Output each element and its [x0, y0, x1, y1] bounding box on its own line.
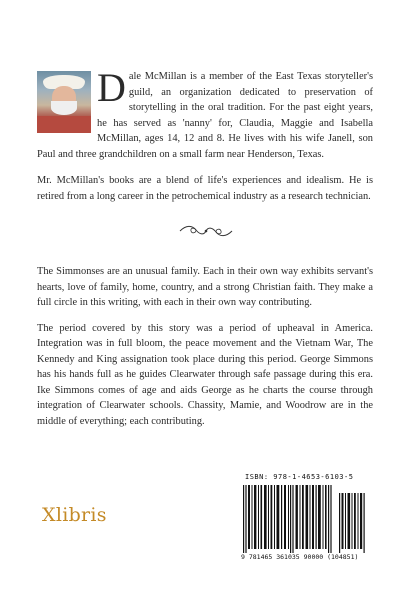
book-blurb: [37, 264, 373, 439]
isbn-barcode: [239, 471, 373, 565]
barcode-bars: [243, 485, 369, 553]
author-bio-paragraph-1: Dale McMillan is a member of the East Texas storyteller's guild, an organization dedicated to preservation of storytelling in the oral tradition. For the past eight years, he has served as 'nanny' for, Claudia, Maggie and Isabella McMillan, ages 14, 12 and 8. He lives with his wife Janell, son Paul and three grandchildren on a small farm near Henderson, Texas.: [37, 65, 373, 160]
barcode-sub-code: (104851): [327, 553, 359, 561]
publisher-logo: Xlibris: [42, 504, 107, 526]
isbn-number: ISBN: 978-1-4653-6103-5: [245, 473, 354, 481]
drop-cap: D: [97, 65, 126, 110]
blurb-paragraph-1: The Simmonses are an unusual family. Each in their own way exhibits servant's hearts, love of family, home, country, and a strong Christian faith. They make a full circle in this writing, with each in their own way contributing.: [37, 266, 373, 308]
blurb-paragraph-2: The period covered by this story was a period of upheaval in America. Integration was in full bloom, the peace movement and the Vietnam War, The Kennedy and King assignation took place during this period. George Simmons has his hands full as he guides Clearwater through safe passage during this era. Ike Simmons comes of age and aids George as he charts the course through integration of Clearwater schools. Chassity, Mamie, and Woodrow are in the middle of everything; each contributing.: [37, 322, 373, 427]
author-photo: [37, 71, 91, 133]
author-bio: [37, 65, 373, 204]
author-bio-paragraph-2: Mr. McMillan's books are a blend of life's experiences and idealism. He is retired from a long career in the petrochemical industry as a research technician.: [37, 175, 373, 202]
ornament-divider-icon: [178, 224, 234, 238]
barcode-digits: 9 781465 361035 90000 (104851): [241, 553, 359, 561]
